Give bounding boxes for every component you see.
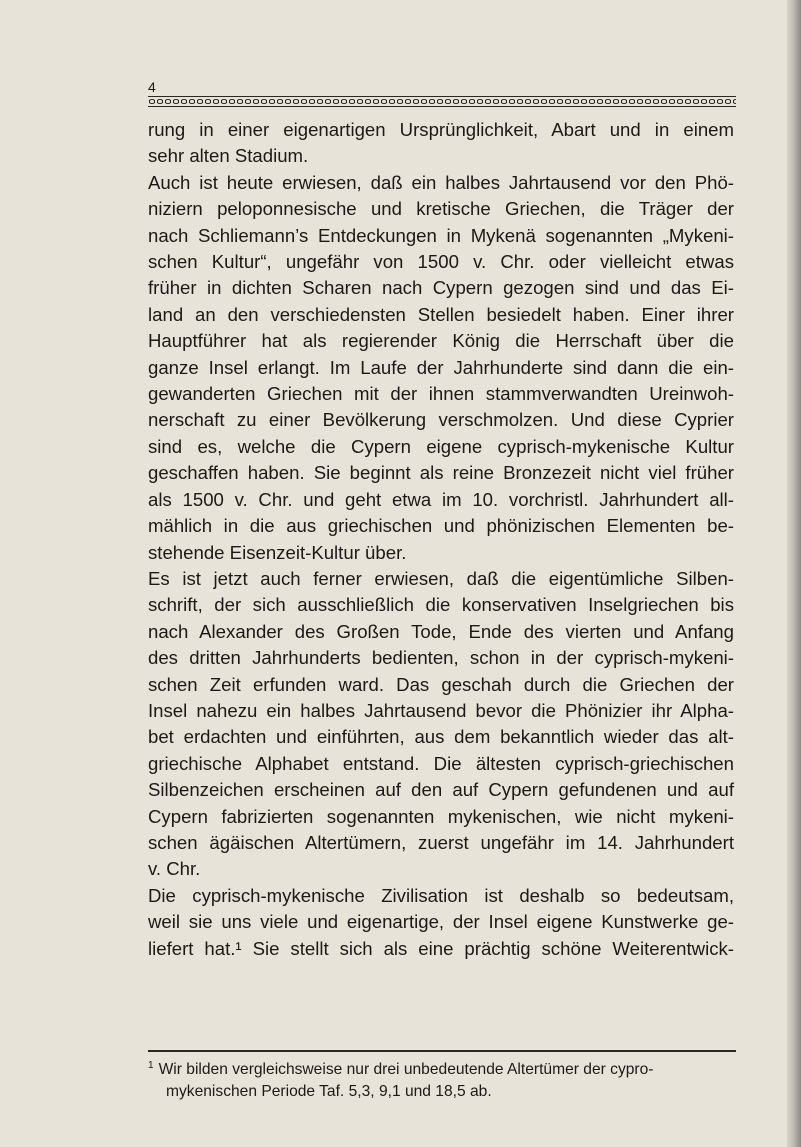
ornament-bottom-rule bbox=[148, 106, 736, 107]
text-line: bet erdachten und einführten, aus dem bekanntlich wieder das alt- bbox=[148, 726, 734, 748]
header-ornament-border bbox=[148, 97, 736, 106]
text-line: v. Chr. bbox=[148, 858, 201, 880]
text-line: geschaffen haben. Sie beginnt als reine Bronzezeit nicht viel früher bbox=[148, 462, 734, 484]
text-line: stehende Eisenzeit-Kultur über. bbox=[148, 541, 407, 563]
text-line: land an den verschiedensten Stellen besiedelt haben. Einer ihrer bbox=[148, 303, 734, 325]
page-edge-shadow bbox=[787, 0, 801, 1147]
footnote-rule bbox=[148, 1050, 736, 1052]
body-text bbox=[148, 117, 734, 962]
text-line: liefert hat.¹ Sie stellt sich als eine prächtig schöne Weiterentwick- bbox=[148, 937, 734, 959]
text-line: Hauptführer hat als regierender König die Herrschaft über die bbox=[148, 330, 734, 352]
text-line: schen Kultur“, ungefähr von 1500 v. Chr. oder vielleicht etwas bbox=[148, 251, 734, 273]
footnote bbox=[148, 1055, 734, 1103]
text-line: früher in dichten Scharen nach Cypern gezogen sind und das Ei- bbox=[148, 277, 734, 299]
text-line: weil sie uns viele und eigenartige, der Insel eigene Kunstwerke ge- bbox=[148, 911, 734, 933]
text-line: schen Zeit erfunden ward. Das geschah durch die Griechen der bbox=[148, 673, 734, 695]
text-line: Silbenzeichen erscheinen auf den auf Cypern gefundenen und auf bbox=[148, 779, 734, 801]
footnote-text-2: mykenischen Periode Taf. 5,3, 9,1 und 18,5 ab. bbox=[166, 1083, 492, 1100]
text-line: niziern peloponnesische und kretische Griechen, die Träger der bbox=[148, 198, 734, 220]
text-line: sind es, welche die Cypern eigene cyprisch-mykenische Kultur bbox=[148, 435, 734, 457]
text-line: sehr alten Stadium. bbox=[148, 145, 309, 167]
text-line: griechische Alphabet entstand. Die ältesten cyprisch-griechischen bbox=[148, 752, 734, 774]
text-line: schrift, der sich ausschließlich die konservativen Inselgriechen bis bbox=[148, 594, 734, 616]
footnote-text-1: Wir bilden vergleichsweise nur drei unbedeutende Altertümer der cypro- bbox=[158, 1061, 654, 1078]
text-line: Es ist jetzt auch ferner erwiesen, daß die eigentümliche Silben- bbox=[148, 567, 734, 589]
text-line: Cypern fabrizierten sogenannten mykenischen, wie nicht mykeni- bbox=[148, 805, 734, 827]
text-line: Auch ist heute erwiesen, daß ein halbes Jahrtausend vor den Phö- bbox=[148, 171, 734, 193]
text-line: ganze Insel erlangt. Im Laufe der Jahrhunderte sind dann die ein- bbox=[148, 356, 734, 378]
text-line: gewanderten Griechen mit der ihnen stammverwandten Ureinwoh- bbox=[148, 383, 734, 405]
footnote-line-1 bbox=[148, 1055, 734, 1081]
text-line: Insel nahezu ein halbes Jahrtausend bevor die Phönizier ihr Alpha- bbox=[148, 699, 734, 721]
text-line: nach Alexander des Großen Tode, Ende des vierten und Anfang bbox=[148, 620, 734, 642]
text-line: nach Schliemann’s Entdeckungen in Mykenä sogenannten „Mykeni- bbox=[148, 224, 734, 246]
footnote-marker: 1 bbox=[148, 1060, 154, 1071]
text-line: Die cyprisch-mykenische Zivilisation ist deshalb so bedeutsam, bbox=[148, 884, 734, 906]
page-number: 4 bbox=[148, 79, 156, 95]
text-line: mählich in die aus griechischen und phönizischen Elementen be- bbox=[148, 515, 734, 537]
text-line: schen ägäischen Altertümern, zuerst ungefähr im 14. Jahrhundert bbox=[148, 831, 734, 853]
text-line: als 1500 v. Chr. und geht etwa im 10. vorchristl. Jahrhundert all- bbox=[148, 488, 734, 510]
text-line: nerschaft zu einer Bevölkerung verschmolzen. Und diese Cyprier bbox=[148, 409, 734, 431]
text-line: rung in einer eigenartigen Ursprünglichkeit, Abart und in einem bbox=[148, 119, 734, 140]
text-line: des dritten Jahrhunderts bedienten, schon in der cyprisch-mykeni- bbox=[148, 647, 734, 669]
